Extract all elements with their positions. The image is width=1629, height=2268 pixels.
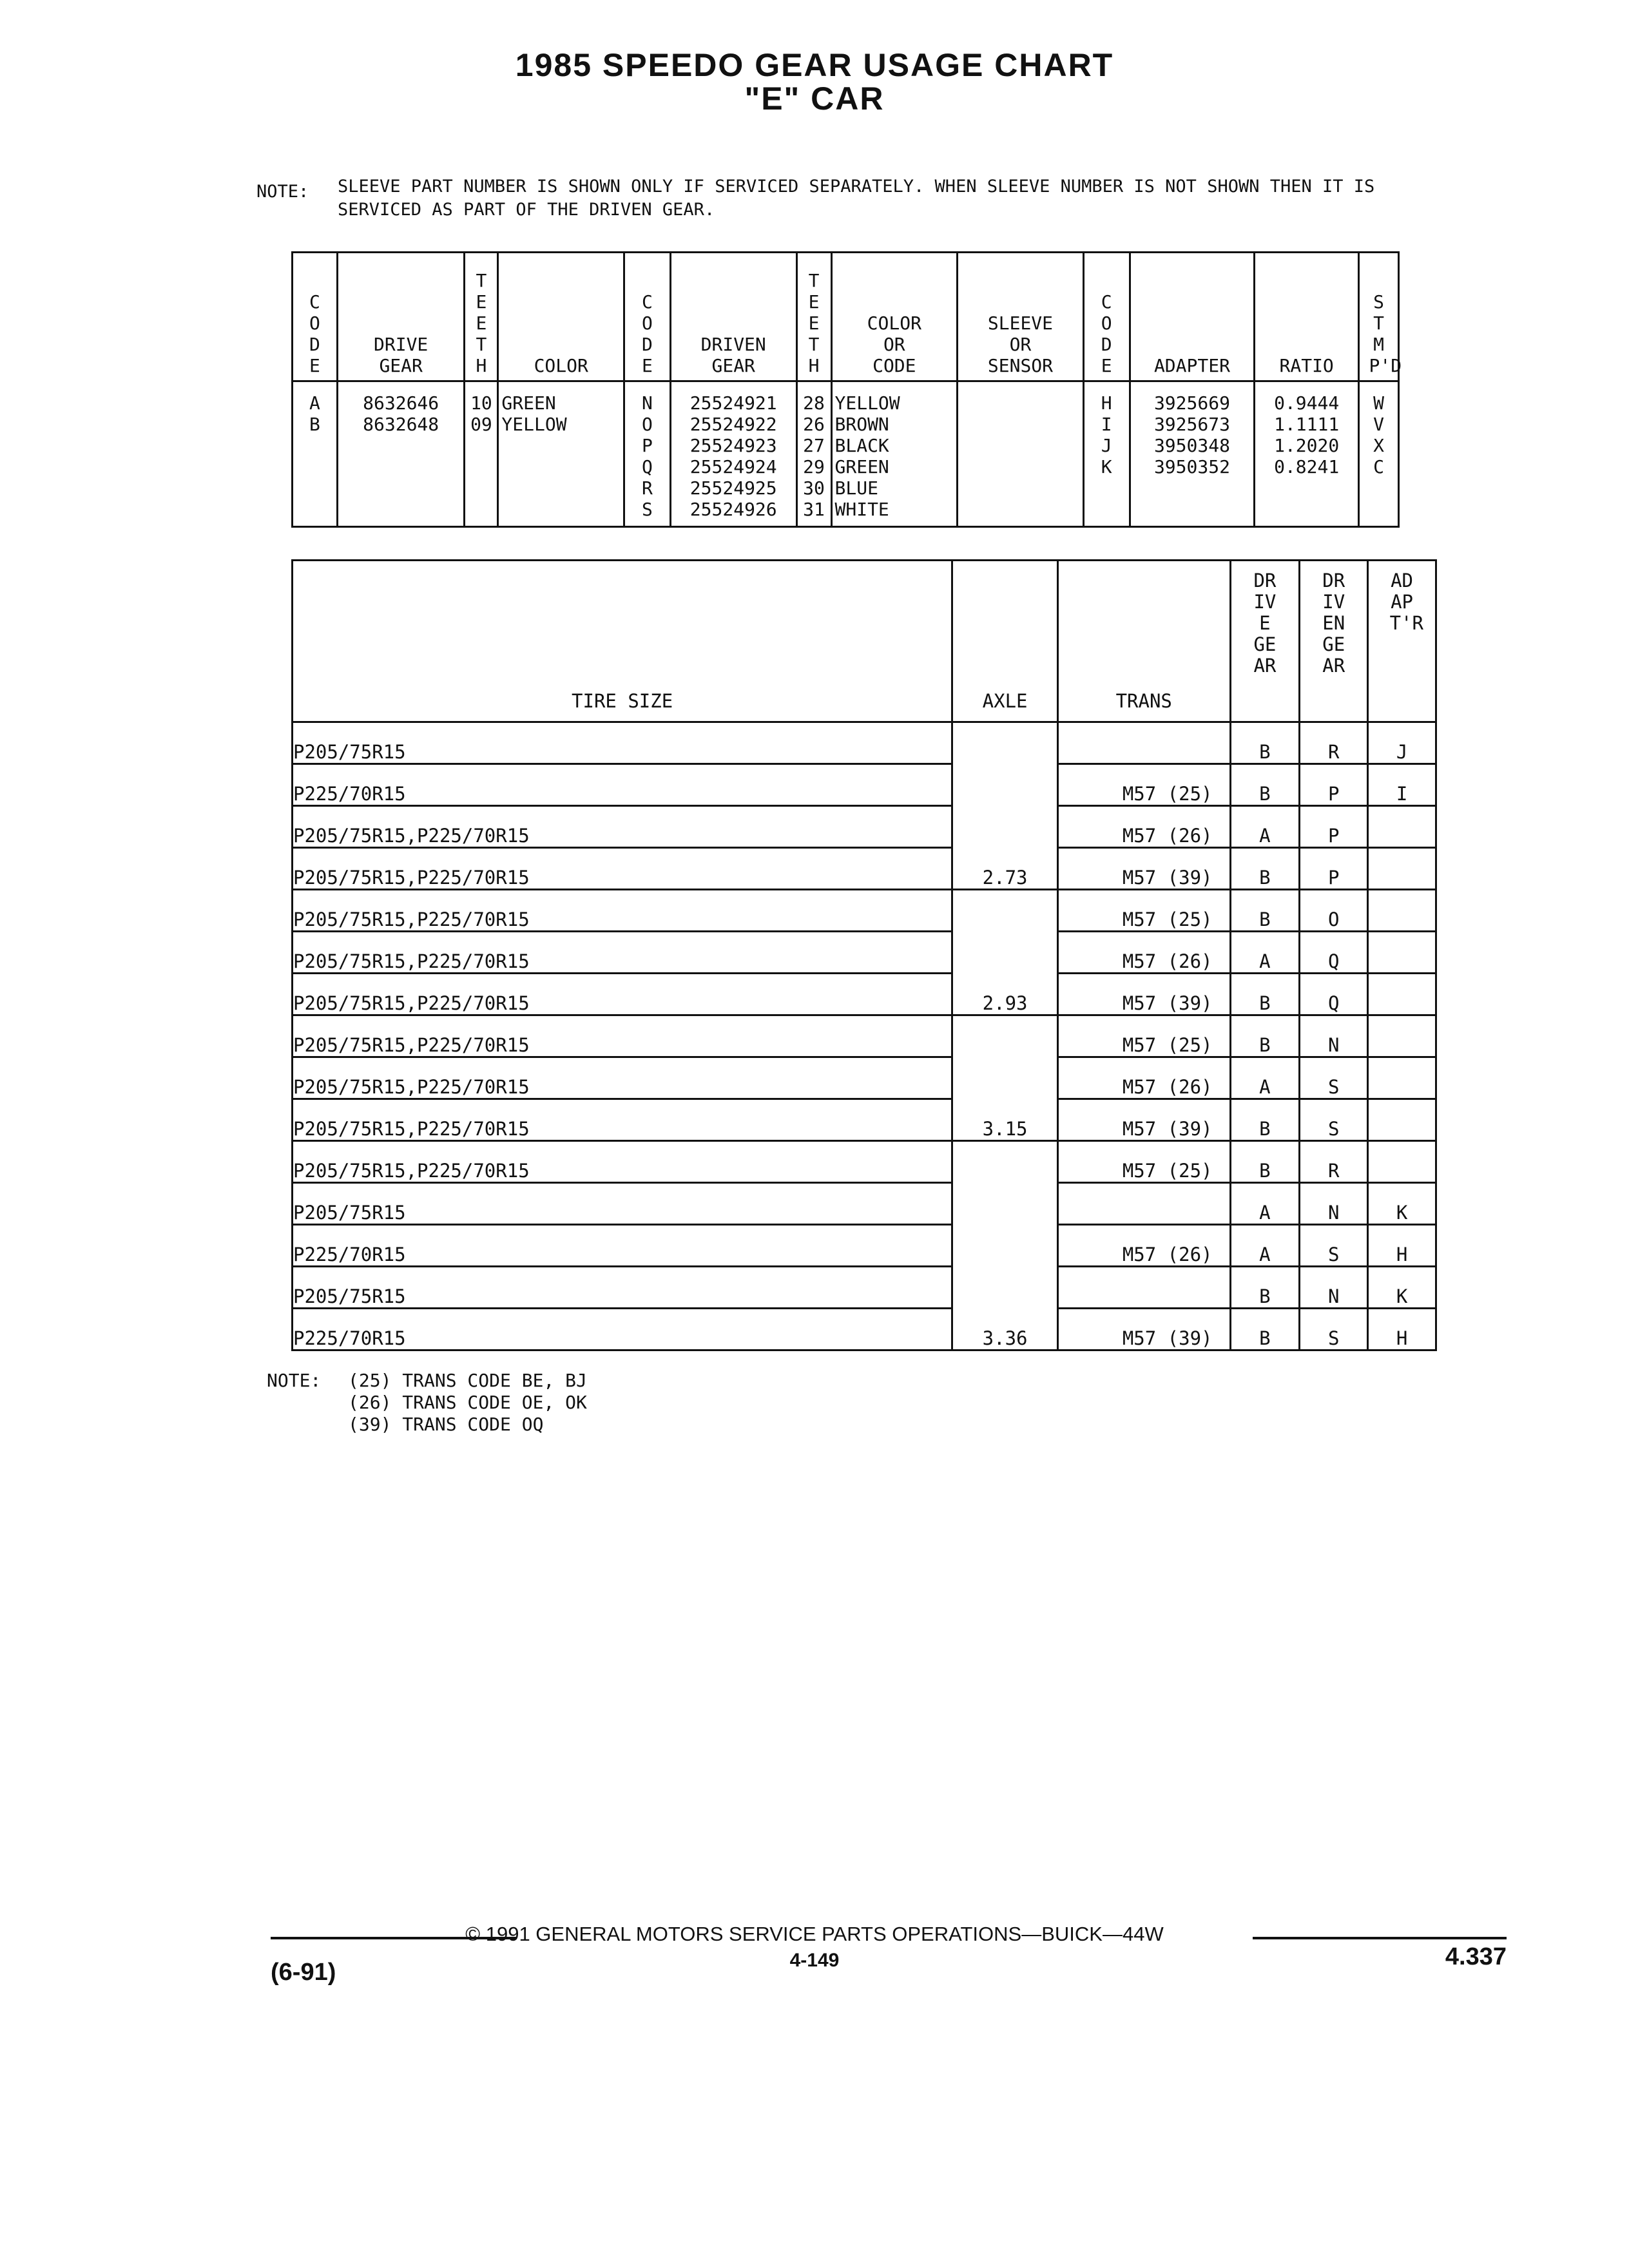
tire-size-cell: P205/75R15,P225/70R15 <box>293 974 952 1015</box>
header-driven-gear-code: DRIVEN GEAR <box>1300 561 1368 722</box>
axle-cell: 3.15 <box>952 1015 1058 1141</box>
parts-data-row <box>293 381 1399 527</box>
trans-cell: M57 (26) <box>1057 1225 1230 1267</box>
drive-gear-code-cell: A <box>1230 932 1300 974</box>
adapter-code-cell <box>1368 974 1436 1015</box>
tire-size-cell: P205/75R15,P225/70R15 <box>293 890 952 932</box>
note-label: NOTE: <box>256 182 309 202</box>
driven-gear-code-cell: N <box>1300 1183 1368 1225</box>
drive-gear-code-cell: B <box>1230 1015 1300 1057</box>
driven-gear-code-cell: Q <box>1300 974 1368 1015</box>
bottom-note-line-2: (26) TRANS CODE OE, OK <box>348 1392 587 1413</box>
tire-size-cell: P205/75R15,P225/70R15 <box>293 848 952 890</box>
trans-cell: M57 (26) <box>1057 806 1230 848</box>
usage-row <box>293 1099 1436 1141</box>
adapter-code-cell: H <box>1368 1309 1436 1350</box>
usage-table <box>291 559 1437 1351</box>
usage-row <box>293 1057 1436 1099</box>
driven-codes: N O P Q R S <box>624 381 671 527</box>
tire-size-cell: P225/70R15 <box>293 764 952 806</box>
header-ratio: RATIO <box>1255 253 1359 381</box>
usage-row <box>293 1141 1436 1183</box>
drive-gear-code-cell: B <box>1230 1141 1300 1183</box>
header-code-2: CODE <box>624 253 671 381</box>
driven-gear-code-cell: P <box>1300 848 1368 890</box>
drive-gear-code-cell: B <box>1230 974 1300 1015</box>
adapter-code-cell: H <box>1368 1225 1436 1267</box>
header-teeth-2: TEETH <box>796 253 831 381</box>
header-teeth-1: TEETH <box>465 253 498 381</box>
adapter-code-cell <box>1368 890 1436 932</box>
trans-cell <box>1057 722 1230 764</box>
trans-cell: M57 (25) <box>1057 1015 1230 1057</box>
trans-cell: M57 (25) <box>1057 890 1230 932</box>
bottom-note-label: NOTE: <box>267 1370 322 1391</box>
parts-table <box>291 251 1400 528</box>
drive-gear-colors: GREEN YELLOW <box>498 381 624 527</box>
adapter-code-cell: J <box>1368 722 1436 764</box>
driven-gear-code-cell: P <box>1300 806 1368 848</box>
trans-cell: M57 (25) <box>1057 1141 1230 1183</box>
usage-row <box>293 764 1436 806</box>
axle-cell: 3.36 <box>952 1141 1058 1350</box>
usage-row <box>293 1309 1436 1350</box>
note-line-2: SERVICED AS PART OF THE DRIVEN GEAR. <box>338 200 715 220</box>
drive-gear-code-cell: A <box>1230 1057 1300 1099</box>
driven-gear-code-cell: R <box>1300 722 1368 764</box>
tire-size-cell: P205/75R15,P225/70R15 <box>293 1015 952 1057</box>
adapter-code-cell <box>1368 1057 1436 1099</box>
sleeve-numbers <box>958 381 1084 527</box>
drive-gear-teeth: 10 09 <box>465 381 498 527</box>
driven-gear-code-cell: S <box>1300 1057 1368 1099</box>
header-sleeve: SLEEVE OR SENSOR <box>958 253 1084 381</box>
tire-size-cell: P205/75R15 <box>293 1267 952 1309</box>
trans-cell: M57 (25) <box>1057 764 1230 806</box>
axle-cell: 2.73 <box>952 722 1058 890</box>
tire-size-cell: P205/75R15 <box>293 1183 952 1225</box>
adapter-ratios: 0.9444 1.1111 1.2020 0.8241 <box>1255 381 1359 527</box>
drive-gear-code-cell: B <box>1230 1099 1300 1141</box>
tire-size-cell: P205/75R15,P225/70R15 <box>293 806 952 848</box>
usage-row <box>293 932 1436 974</box>
header-code-1: CODE <box>293 253 338 381</box>
driven-gear-colors: YELLOW BROWN BLACK GREEN BLUE WHITE <box>831 381 958 527</box>
tire-size-cell: P205/75R15,P225/70R15 <box>293 932 952 974</box>
drive-codes: A B <box>293 381 338 527</box>
usage-row <box>293 1183 1436 1225</box>
parts-header-row <box>293 253 1399 381</box>
trans-cell: M57 (39) <box>1057 848 1230 890</box>
header-adapter-code: ADAPT'R <box>1368 561 1436 722</box>
drive-gear-code-cell: B <box>1230 764 1300 806</box>
driven-gear-teeth: 28 26 27 29 30 31 <box>796 381 831 527</box>
usage-row <box>293 1267 1436 1309</box>
usage-row <box>293 1225 1436 1267</box>
header-code-3: CODE <box>1083 253 1130 381</box>
drive-gear-code-cell: B <box>1230 722 1300 764</box>
trans-cell: M57 (39) <box>1057 1099 1230 1141</box>
tire-size-cell: P205/75R15,P225/70R15 <box>293 1099 952 1141</box>
usage-row <box>293 806 1436 848</box>
adapter-numbers: 3925669 3925673 3950348 3950352 <box>1130 381 1255 527</box>
adapter-code-cell <box>1368 1015 1436 1057</box>
trans-cell: M57 (39) <box>1057 974 1230 1015</box>
drive-gear-code-cell: B <box>1230 1267 1300 1309</box>
adapter-code-cell: K <box>1368 1183 1436 1225</box>
trans-cell <box>1057 1267 1230 1309</box>
driven-gear-code-cell: S <box>1300 1309 1368 1350</box>
footer-page-number: 4-149 <box>789 1950 840 1971</box>
trans-cell <box>1057 1183 1230 1225</box>
adapter-code-cell <box>1368 932 1436 974</box>
tire-size-cell: P225/70R15 <box>293 1309 952 1350</box>
driven-gear-code-cell: R <box>1300 1141 1368 1183</box>
adapter-code-cell <box>1368 1099 1436 1141</box>
page-title: 1985 SPEEDO GEAR USAGE CHART <box>515 47 1114 83</box>
trans-cell: M57 (39) <box>1057 1309 1230 1350</box>
tire-size-cell: P205/75R15,P225/70R15 <box>293 1057 952 1099</box>
usage-header-row <box>293 561 1436 722</box>
driven-gear-numbers: 25524921 25524922 25524923 25524924 25524925 25524926 <box>670 381 796 527</box>
trans-cell: M57 (26) <box>1057 932 1230 974</box>
drive-gear-code-cell: B <box>1230 890 1300 932</box>
header-driven-gear: DRIVEN GEAR <box>670 253 796 381</box>
bottom-note-line-1: (25) TRANS CODE BE, BJ <box>348 1370 587 1391</box>
header-stamped: STMP'D <box>1359 253 1399 381</box>
adapter-code-cell: I <box>1368 764 1436 806</box>
adapter-code-cell <box>1368 848 1436 890</box>
footer-copyright: © 1991 GENERAL MOTORS SERVICE PARTS OPERATIONS—BUICK—44W <box>465 1923 1164 1945</box>
drive-gear-code-cell: A <box>1230 1225 1300 1267</box>
page-subtitle: "E" CAR <box>744 81 885 117</box>
usage-row <box>293 890 1436 932</box>
note-line-1: SLEEVE PART NUMBER IS SHOWN ONLY IF SERVICED SEPARATELY. WHEN SLEEVE NUMBER IS NOT SHOWN THEN IT IS <box>338 177 1375 197</box>
usage-row <box>293 722 1436 764</box>
trans-cell: M57 (26) <box>1057 1057 1230 1099</box>
drive-gear-code-cell: B <box>1230 848 1300 890</box>
header-adapter: ADAPTER <box>1130 253 1255 381</box>
driven-gear-code-cell: P <box>1300 764 1368 806</box>
header-drive-gear: DRIVE GEAR <box>337 253 465 381</box>
drive-gear-code-cell: A <box>1230 1183 1300 1225</box>
driven-gear-code-cell: Q <box>1300 932 1368 974</box>
driven-gear-code-cell: O <box>1300 890 1368 932</box>
header-drive-gear-code: DRIVE GEAR <box>1230 561 1300 722</box>
adapter-code-cell <box>1368 1141 1436 1183</box>
driven-gear-code-cell: N <box>1300 1267 1368 1309</box>
adapter-code-cell <box>1368 806 1436 848</box>
usage-row <box>293 848 1436 890</box>
header-trans: TRANS <box>1057 561 1230 722</box>
footer-section-number: 4.337 <box>1445 1943 1507 1970</box>
footer-date: (6-91) <box>271 1959 336 1986</box>
header-axle: AXLE <box>952 561 1058 722</box>
header-color-code: COLOR OR CODE <box>831 253 958 381</box>
adapter-codes: H I J K <box>1083 381 1130 527</box>
header-color: COLOR <box>498 253 624 381</box>
axle-cell: 2.93 <box>952 890 1058 1015</box>
usage-row <box>293 1015 1436 1057</box>
driven-gear-code-cell: N <box>1300 1015 1368 1057</box>
drive-gear-code-cell: B <box>1230 1309 1300 1350</box>
bottom-note-line-3: (39) TRANS CODE OQ <box>348 1414 544 1435</box>
driven-gear-code-cell: S <box>1300 1225 1368 1267</box>
header-tire-size: TIRE SIZE <box>293 561 952 722</box>
drive-gear-code-cell: A <box>1230 806 1300 848</box>
drive-gear-numbers: 8632646 8632648 <box>337 381 465 527</box>
adapter-stamped: W V X C <box>1359 381 1399 527</box>
tire-size-cell: P225/70R15 <box>293 1225 952 1267</box>
driven-gear-code-cell: S <box>1300 1099 1368 1141</box>
tire-size-cell: P205/75R15,P225/70R15 <box>293 1141 952 1183</box>
usage-row <box>293 974 1436 1015</box>
adapter-code-cell: K <box>1368 1267 1436 1309</box>
tire-size-cell: P205/75R15 <box>293 722 952 764</box>
